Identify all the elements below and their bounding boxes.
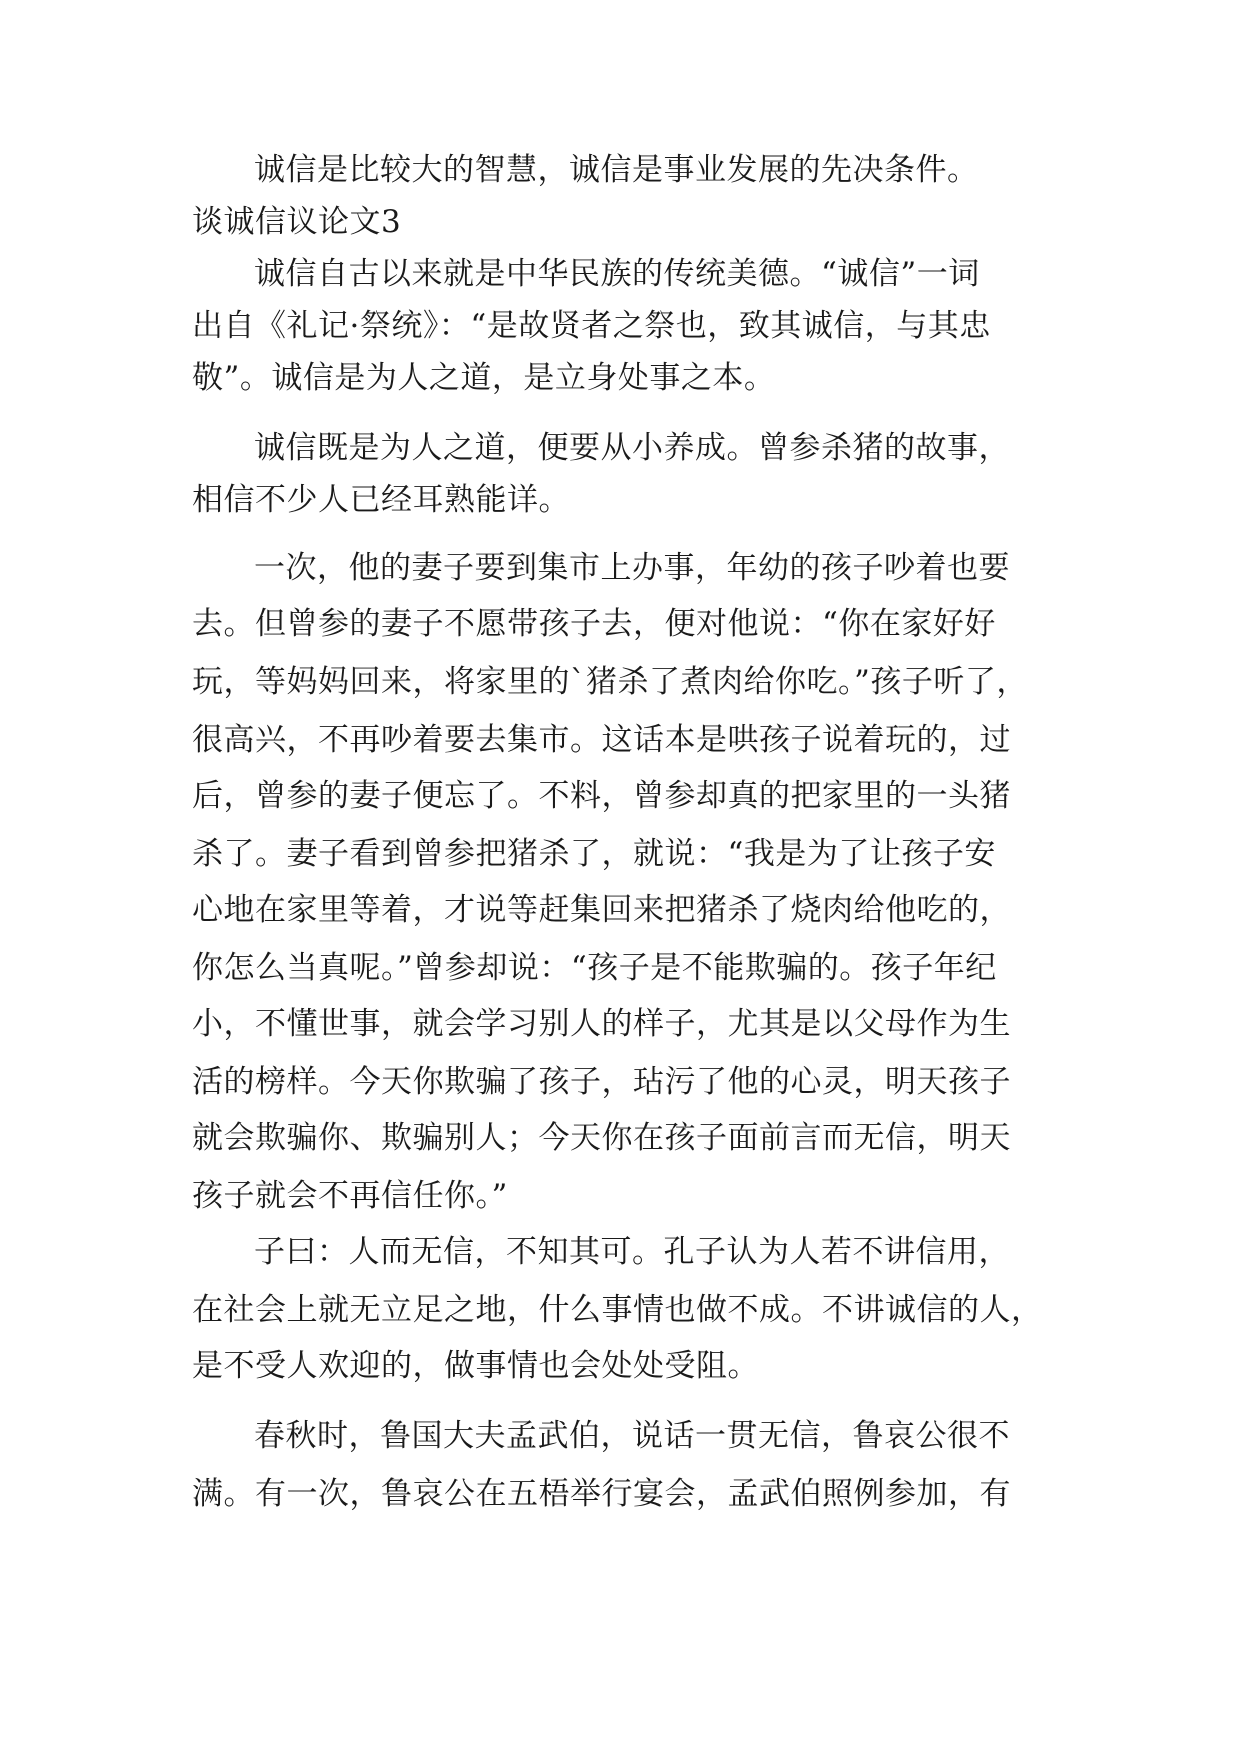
paragraph-line: 出自《礼记·祭统》：“是故贤者之祭也，致其诚信，与其忠 xyxy=(192,308,991,344)
paragraph-line: 小，不懂世事，就会学习别人的样子，尤其是以父母作为生 xyxy=(192,1006,1011,1042)
paragraph-line: 诚信是比较大的智慧，诚信是事业发展的先决条件。 xyxy=(254,152,979,188)
paragraph-line: 去。但曾参的妻子不愿带孩子去，便对他说：“你在家好好 xyxy=(192,606,996,642)
paragraph-line: 相信不少人已经耳熟能详。 xyxy=(192,482,570,518)
paragraph-line: 一次，他的妻子要到集市上办事，年幼的孩子吵着也要 xyxy=(254,550,1010,586)
paragraph-line: 孩子就会不再信任你。” xyxy=(192,1178,508,1214)
paragraph-line: 诚信既是为人之道，便要从小养成。曾参杀猪的故事， xyxy=(254,430,1010,466)
paragraph-line: 是不受人欢迎的，做事情也会处处受阻。 xyxy=(192,1348,759,1384)
paragraph-line: 敬”。诚信是为人之道，是立身处事之本。 xyxy=(192,360,776,396)
paragraph-line: 玩，等妈妈回来，将家里的`猪杀了煮肉给你吃。”孩子听了， xyxy=(192,664,1028,700)
paragraph-line: 活的榜样。今天你欺骗了孩子，玷污了他的心灵，明天孩子 xyxy=(192,1064,1011,1100)
paragraph-line: 后，曾参的妻子便忘了。不料，曾参却真的把家里的一头猪 xyxy=(192,778,1011,814)
paragraph-line: 在社会上就无立足之地，什么事情也做不成。不讲诚信的人， xyxy=(192,1292,1043,1328)
paragraph-line: 很高兴，不再吵着要去集市。这话本是哄孩子说着玩的，过 xyxy=(192,722,1011,758)
paragraph-line: 你怎么当真呢。”曾参却说：“孩子是不能欺骗的。孩子年纪 xyxy=(192,950,997,986)
paragraph-line: 子曰：人而无信，不知其可。孔子认为人若不讲信用， xyxy=(254,1234,1010,1270)
paragraph-line: 心地在家里等着，才说等赶集回来把猪杀了烧肉给他吃的， xyxy=(192,892,1011,928)
paragraph-line: 满。有一次，鲁哀公在五梧举行宴会，孟武伯照例参加，有 xyxy=(192,1476,1011,1512)
paragraph-line: 杀了。妻子看到曾参把猪杀了，就说：“我是为了让孩子安 xyxy=(192,836,996,872)
paragraph-line: 就会欺骗你、欺骗别人；今天你在孩子面前言而无信，明天 xyxy=(192,1120,1011,1156)
paragraph-line: 春秋时，鲁国大夫孟武伯，说话一贯无信，鲁哀公很不 xyxy=(254,1418,1010,1454)
paragraph-line: 诚信自古以来就是中华民族的传统美德。“诚信”一词 xyxy=(254,256,980,292)
section-heading: 谈诚信议论文3 xyxy=(192,204,402,240)
